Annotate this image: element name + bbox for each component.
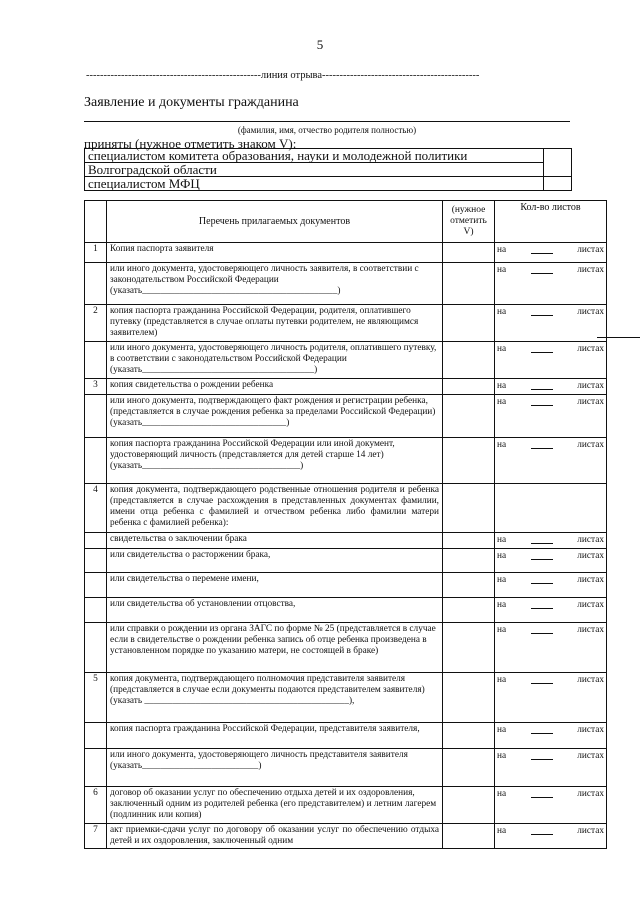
row-checkbox[interactable]: [443, 623, 495, 673]
sheet-prefix: на: [497, 751, 507, 761]
row-number: 6: [85, 787, 107, 824]
table-row: [85, 549, 607, 573]
table-row: [85, 484, 607, 533]
sheet-suffix: листах: [577, 245, 604, 255]
sheet-blank[interactable]: [531, 265, 553, 274]
sheet-count[interactable]: [495, 824, 607, 849]
header-sheets: Кол-во листов: [495, 201, 607, 243]
row-number: [85, 395, 107, 438]
sheet-prefix: на: [497, 725, 507, 735]
sheet-count[interactable]: [495, 723, 607, 749]
header-num: [85, 201, 107, 243]
row-number: [85, 598, 107, 623]
document-heading: Заявление и документы гражданина: [84, 95, 299, 110]
sheet-prefix: на: [497, 675, 507, 685]
sheet-count[interactable]: [495, 549, 607, 573]
documents-table: [84, 200, 607, 849]
sheet-suffix: листах: [577, 625, 604, 635]
sheet-prefix: на: [497, 440, 507, 450]
row-text: свидетельства о заключении брака: [107, 533, 443, 549]
sheet-blank[interactable]: [531, 381, 553, 390]
row-text: акт приемки-сдачи услуг по договору об оказании услуг по обеспечению отдыха детей и их оздоровления, заключенный одним: [107, 824, 443, 849]
row-checkbox[interactable]: [443, 438, 495, 484]
tear-line: --------------------------------------------------линия отрыва---------------------------------------------: [86, 70, 480, 81]
page-number: 5: [316, 37, 324, 52]
name-field-line[interactable]: [84, 121, 570, 122]
header-docs: Перечень прилагаемых документов: [107, 201, 443, 243]
sheet-blank[interactable]: [531, 625, 553, 634]
sheet-count[interactable]: [495, 263, 607, 305]
row-number: 2: [85, 305, 107, 342]
row-number: [85, 342, 107, 379]
row-text: или справки о рождении из органа ЗАГС по форме № 25 (представляется в случае если в свидетельстве о рождении ребенка запись об отце ребенка произведена в установленном порядке по указанию матери, не состоящей в браке): [107, 623, 443, 673]
row-text: или свидетельства об установлении отцовства,: [107, 598, 443, 623]
sheet-prefix: на: [497, 625, 507, 635]
row-number: 4: [85, 484, 107, 533]
sheet-prefix: на: [497, 265, 507, 275]
sheet-count[interactable]: [495, 533, 607, 549]
row-number: [85, 549, 107, 573]
sheet-count[interactable]: [495, 573, 607, 598]
row-checkbox[interactable]: [443, 549, 495, 573]
row-text: копия паспорта гражданина Российской Федерации, представителя заявителя,: [107, 723, 443, 749]
row-text: или иного документа, удостоверяющего личность представителя заявителя (указать_________________________): [107, 749, 443, 787]
row-text: копия паспорта гражданина Российской Федерации или иной документ, удостоверяющий личность (представляется для детей старше 14 лет) (указать__________________________________): [107, 438, 443, 484]
row-number: 3: [85, 379, 107, 395]
table-row: [85, 263, 607, 305]
sheet-blank[interactable]: [531, 535, 553, 544]
row-text: или иного документа, подтверждающего факт рождения и регистрации ребенка, (представляется в случае рождения ребенка за пределами Российской Федерации) (указать_______________________________): [107, 395, 443, 438]
table-row: [85, 342, 607, 379]
row-checkbox[interactable]: [443, 263, 495, 305]
sheet-count[interactable]: [495, 673, 607, 723]
row-number: [85, 533, 107, 549]
sheet-blank[interactable]: [531, 725, 553, 734]
sheet-suffix: листах: [577, 307, 604, 317]
table-row: [85, 395, 607, 438]
sheet-suffix: листах: [577, 789, 604, 799]
sheet-prefix: на: [497, 245, 507, 255]
sheet-count[interactable]: [495, 379, 607, 395]
row-text: копия свидетельства о рождении ребенка: [107, 379, 443, 395]
sheet-prefix: на: [497, 575, 507, 585]
name-field-caption: (фамилия, имя, отчество родителя полностью): [237, 125, 417, 135]
row-checkbox[interactable]: [443, 243, 495, 263]
sheet-count[interactable]: [495, 623, 607, 673]
sheet-suffix: листах: [577, 265, 604, 275]
row-checkbox[interactable]: [443, 723, 495, 749]
sheet-prefix: на: [497, 600, 507, 610]
row-checkbox[interactable]: [443, 749, 495, 787]
receiver-row: [85, 163, 572, 177]
sheet-count[interactable]: [495, 342, 607, 379]
sheet-count[interactable]: [495, 395, 607, 438]
row-text: копия паспорта гражданина Российской Федерации, родителя, оплатившего путевку (представляется в случае оплаты путевки родителем, не являющимся заявителем): [107, 305, 443, 342]
row-text: договор об оказании услуг по обеспечению отдыха детей и их оздоровления, заключенный одним из родителей ребенка (его представителем) и летним лагерем (подлинник или копия): [107, 787, 443, 824]
table-row: [85, 623, 607, 673]
row-checkbox[interactable]: [443, 787, 495, 824]
sheet-prefix: на: [497, 307, 507, 317]
row-number: [85, 723, 107, 749]
sheet-suffix: листах: [577, 381, 604, 391]
sheet-blank[interactable]: [531, 307, 553, 316]
row-text: или иного документа, удостоверяющего личность заявителя, в соответствии с законодательством Российской Федерации (указать__________________________________________): [107, 263, 443, 305]
row-number: 7: [85, 824, 107, 849]
table-row: [85, 749, 607, 787]
row-number: [85, 623, 107, 673]
table-row: [85, 438, 607, 484]
margin-line: [597, 337, 640, 338]
sheet-blank[interactable]: [531, 575, 553, 584]
table-row: [85, 305, 607, 342]
row-text: копия документа, подтверждающего полномочия представителя заявителя (представляется в случае если документы подаются представителем заявителя) (указать ____________________________________________),: [107, 673, 443, 723]
row-checkbox[interactable]: [443, 342, 495, 379]
row-checkbox[interactable]: [443, 395, 495, 438]
receiver-row: [85, 177, 572, 191]
sheet-suffix: листах: [577, 344, 604, 354]
table-row: [85, 787, 607, 824]
sheet-prefix: на: [497, 826, 507, 836]
receiver-checkbox[interactable]: [544, 149, 572, 177]
row-checkbox[interactable]: [443, 484, 495, 533]
receiver-label: специалистом МФЦ: [85, 177, 544, 191]
sheet-count[interactable]: [495, 598, 607, 623]
accepted-label: приняты (нужное отметить знаком V):: [84, 136, 297, 151]
sheet-suffix: листах: [577, 535, 604, 545]
sheet-blank[interactable]: [531, 440, 553, 449]
row-checkbox[interactable]: [443, 533, 495, 549]
sheet-count[interactable]: [495, 243, 607, 263]
sheet-suffix: листах: [577, 826, 604, 836]
row-checkbox[interactable]: [443, 573, 495, 598]
row-text: или свидетельства о расторжении брака,: [107, 549, 443, 573]
sheet-prefix: на: [497, 551, 507, 561]
table-row: [85, 723, 607, 749]
sheet-count[interactable]: [495, 305, 607, 342]
sheet-blank[interactable]: [531, 675, 553, 684]
sheet-blank[interactable]: [531, 344, 553, 353]
row-text: Копия паспорта заявителя: [107, 243, 443, 263]
sheet-prefix: на: [497, 397, 507, 407]
table-row: [85, 243, 607, 263]
table-row: [85, 573, 607, 598]
row-number: [85, 573, 107, 598]
sheet-suffix: листах: [577, 600, 604, 610]
sheet-count-empty: [495, 484, 607, 533]
row-number: 5: [85, 673, 107, 723]
sheet-blank[interactable]: [531, 600, 553, 609]
sheet-blank[interactable]: [531, 245, 553, 254]
sheet-suffix: листах: [577, 751, 604, 761]
table-header-row: [85, 201, 607, 243]
receiver-label: специалистом комитета образования, науки и молодежной политики: [85, 149, 544, 163]
sheet-count[interactable]: [495, 438, 607, 484]
row-number: 1: [85, 243, 107, 263]
sheet-suffix: листах: [577, 397, 604, 407]
sheet-suffix: листах: [577, 551, 604, 561]
row-number: [85, 263, 107, 305]
row-checkbox[interactable]: [443, 673, 495, 723]
sheet-prefix: на: [497, 344, 507, 354]
table-row: [85, 379, 607, 395]
header-mark: (нужное отметить V): [443, 201, 495, 243]
row-number: [85, 438, 107, 484]
row-number: [85, 749, 107, 787]
row-text: или иного документа, удостоверяющего личность родителя, оплатившего путевку, в соответствии с законодательством Российской Федерации (указать_____________________________________): [107, 342, 443, 379]
table-row: [85, 673, 607, 723]
row-text: копия документа, подтверждающего родственные отношения родителя и ребенка (представляется в случае расхождения в представленных документах фамилии, имени отца ребенка с фамилией и отчеством ребенка либо фамилии матери ребенка с фамилией ребенка):: [107, 484, 443, 533]
row-checkbox[interactable]: [443, 305, 495, 342]
table-row: [85, 533, 607, 549]
sheet-prefix: на: [497, 381, 507, 391]
sheet-count[interactable]: [495, 787, 607, 824]
sheet-suffix: листах: [577, 440, 604, 450]
sheet-blank[interactable]: [531, 397, 553, 406]
table-row: [85, 598, 607, 623]
sheet-blank[interactable]: [531, 789, 553, 798]
sheet-blank[interactable]: [531, 551, 553, 560]
row-checkbox[interactable]: [443, 598, 495, 623]
sheet-blank[interactable]: [531, 826, 553, 835]
row-checkbox[interactable]: [443, 824, 495, 849]
sheet-prefix: на: [497, 789, 507, 799]
sheet-blank[interactable]: [531, 751, 553, 760]
sheet-count[interactable]: [495, 749, 607, 787]
sheet-prefix: на: [497, 535, 507, 545]
sheet-suffix: листах: [577, 575, 604, 585]
row-checkbox[interactable]: [443, 379, 495, 395]
row-text: или свидетельства о перемене имени,: [107, 573, 443, 598]
table-row: [85, 824, 607, 849]
receivers-table: [84, 148, 572, 191]
receiver-label: Волгоградской области: [85, 163, 544, 177]
receiver-row: [85, 149, 572, 163]
receiver-checkbox[interactable]: [544, 177, 572, 191]
sheet-suffix: листах: [577, 725, 604, 735]
sheet-suffix: листах: [577, 675, 604, 685]
